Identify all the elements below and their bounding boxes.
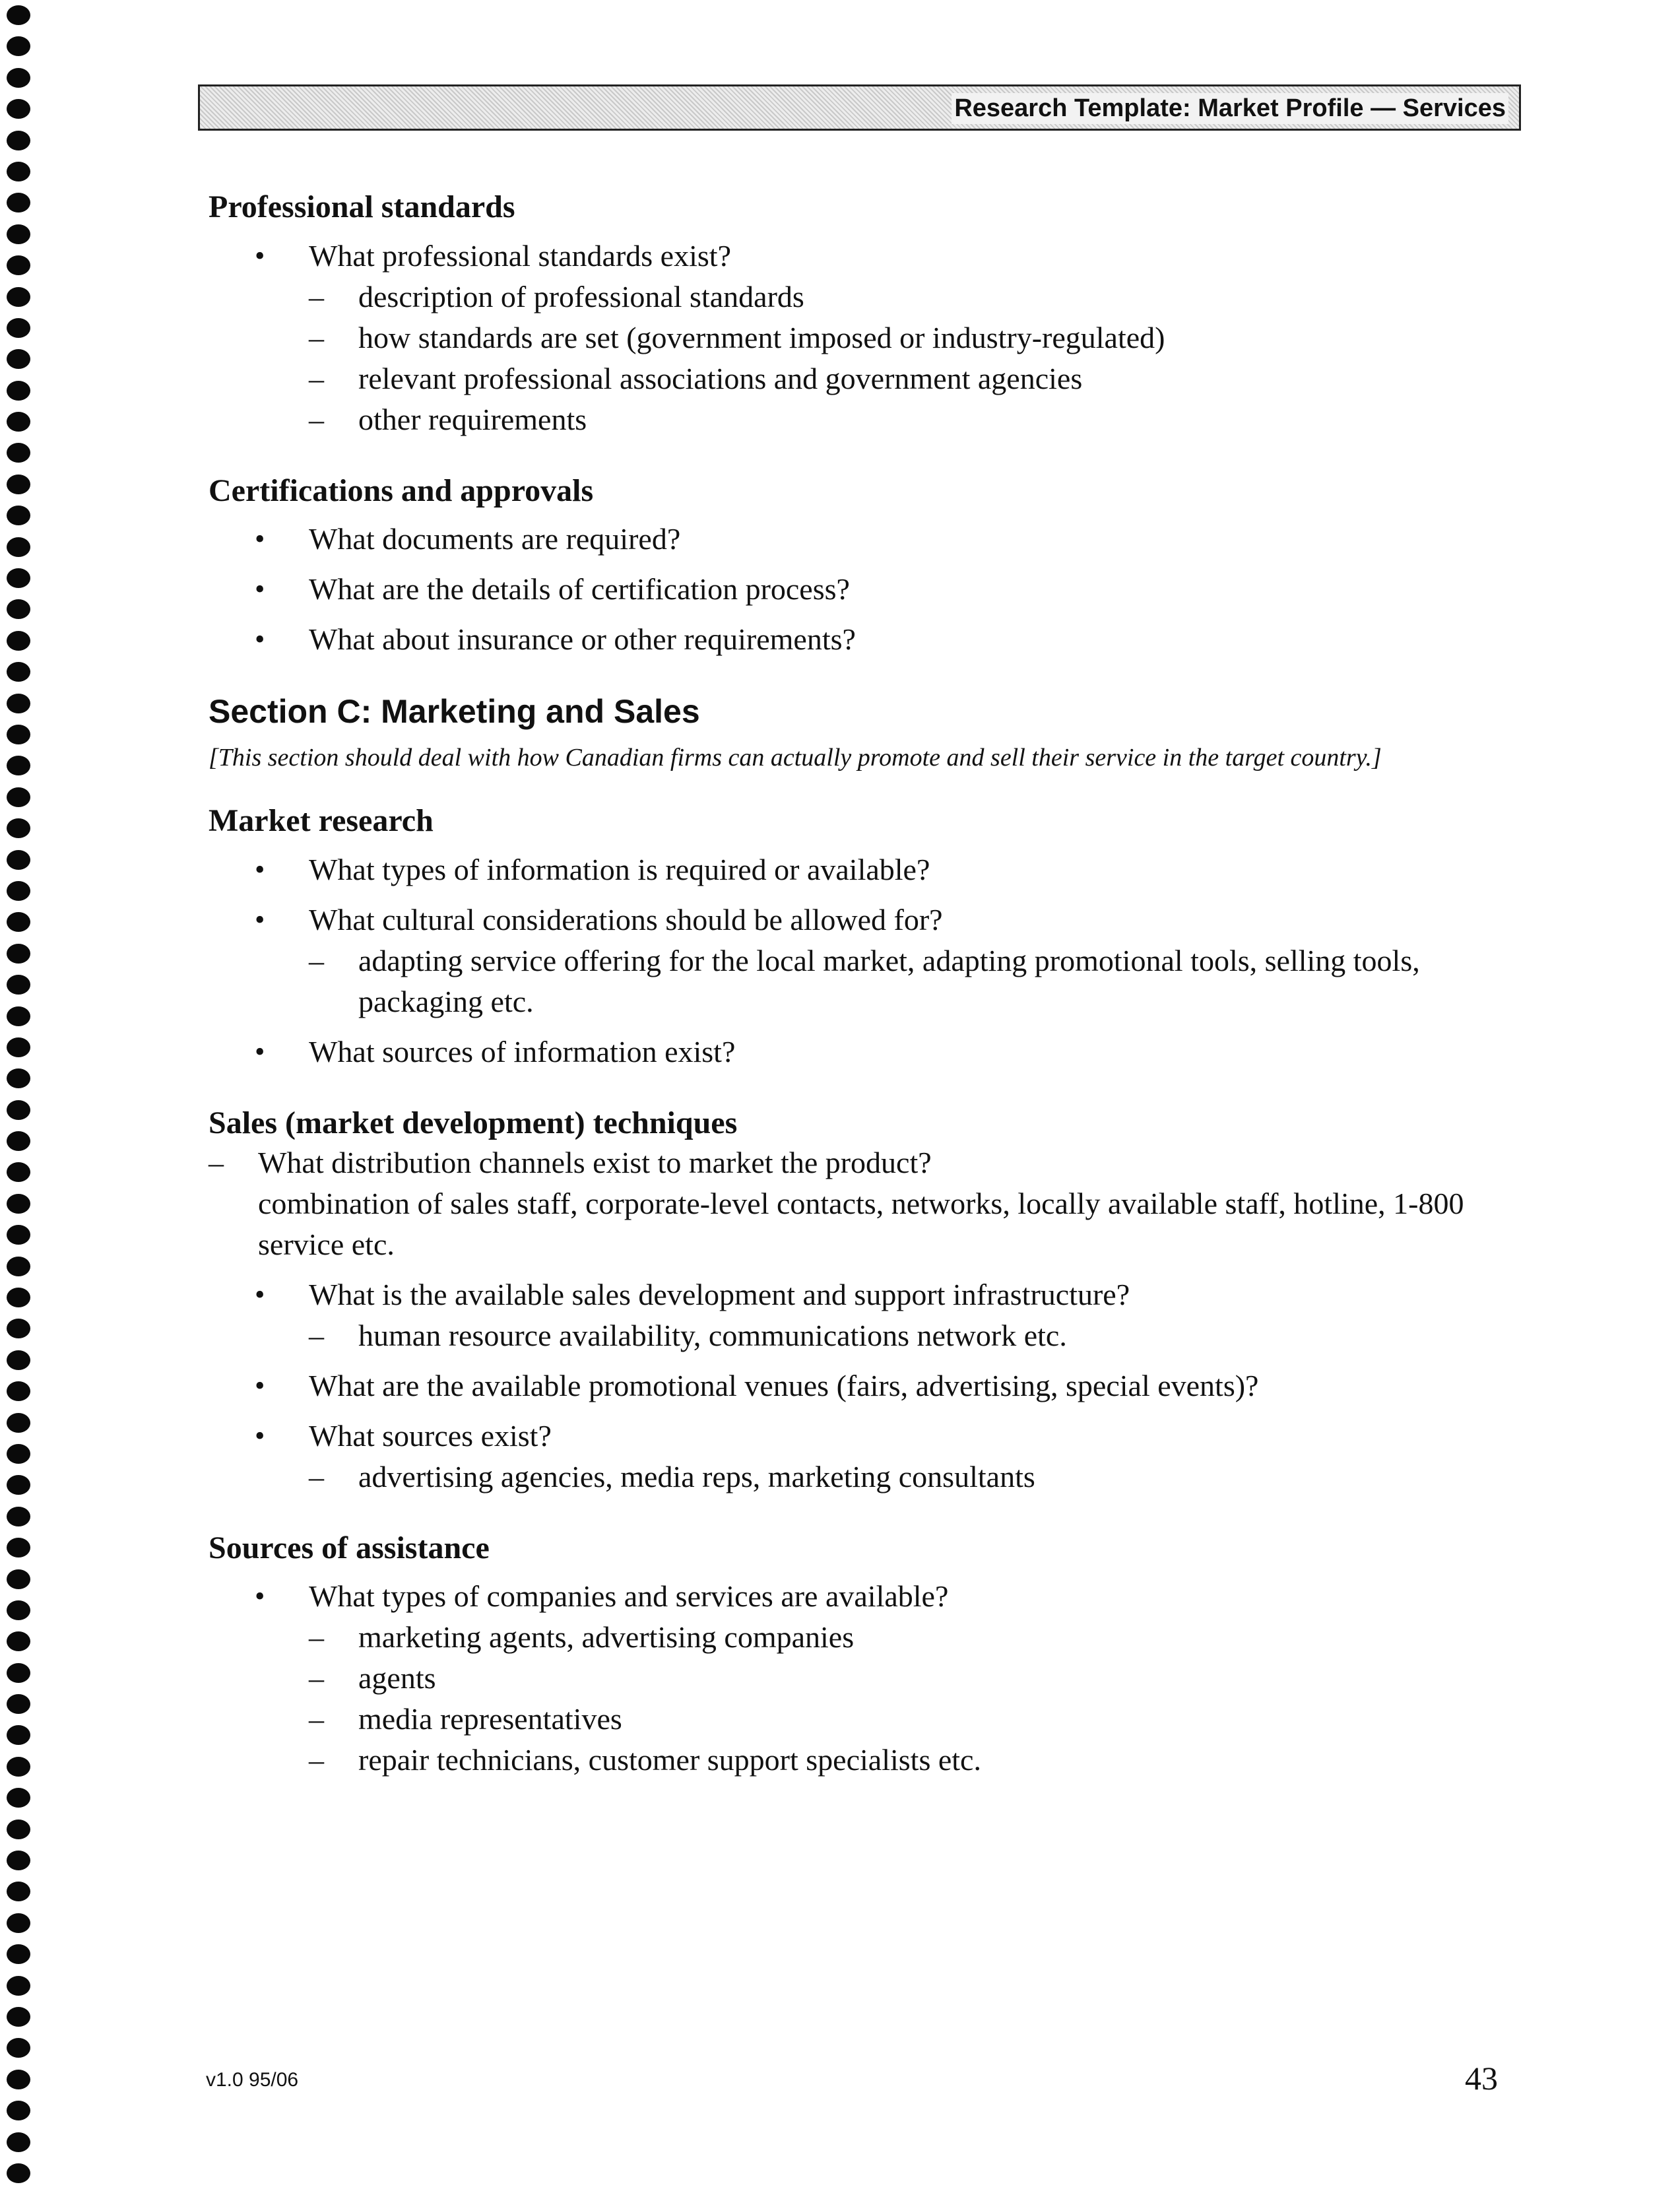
- binding-hole: [7, 2163, 30, 2183]
- binding-hole: [7, 1257, 30, 1276]
- binding-hole: [7, 537, 30, 557]
- binding-hole: [7, 68, 30, 88]
- binding-hole: [7, 381, 30, 401]
- header-bar: [198, 84, 1521, 131]
- binding-hole: [7, 2132, 30, 2152]
- list-item: • What are the details of certification process?: [209, 569, 1502, 610]
- binding-hole: [7, 756, 30, 775]
- list-item: • What professional standards exist? – description of professional standards – how standards are set (government imposed or industry-regulated) – relevant professional associations and government agencies – other requirements: [209, 236, 1502, 440]
- list-item: – advertising agencies, media reps, marketing consultants: [309, 1457, 1502, 1497]
- binding-hole: [7, 818, 30, 838]
- section-sources-of-assistance: [209, 1529, 1502, 1781]
- binding-hole: [7, 99, 30, 119]
- list-item: – how standards are set (government imposed or industry-regulated): [309, 317, 1502, 358]
- binding-hole: [7, 881, 30, 901]
- section-heading: Sales (market development) techniques: [209, 1105, 738, 1140]
- list-item: • What sources exist? – advertising agencies, media reps, marketing consultants: [209, 1416, 1502, 1497]
- document-body: [209, 188, 1502, 1812]
- dash-list: [309, 277, 1502, 440]
- binding-hole: [7, 1413, 30, 1433]
- dash-list: [209, 1142, 1502, 1265]
- binding-hole: [7, 2038, 30, 2058]
- binding-hole: [7, 1663, 30, 1683]
- binding-hole: [7, 1194, 30, 1214]
- list-item: • What are the available promotional venues (fairs, advertising, special events)?: [209, 1365, 1502, 1406]
- bullet-list: [209, 1576, 1502, 1781]
- dash-list: [309, 940, 1502, 1022]
- binding-hole: [7, 131, 30, 150]
- dash-list: [309, 1617, 1502, 1781]
- list-item: – agents: [309, 1658, 1502, 1699]
- bullet-list: [209, 1274, 1502, 1497]
- binding-hole: [7, 787, 30, 807]
- binding-hole: [7, 1381, 30, 1401]
- binding-hole: [7, 1319, 30, 1338]
- binding-hole: [7, 599, 30, 619]
- binding-hole: [7, 1694, 30, 1714]
- list-item: – description of professional standards: [309, 277, 1502, 317]
- binding-hole: [7, 1882, 30, 1901]
- binding-hole: [7, 850, 30, 870]
- binding-hole: [7, 412, 30, 432]
- binding-hole: [7, 2070, 30, 2089]
- binding-hole: [7, 944, 30, 964]
- binding-hole: [7, 1851, 30, 1870]
- binding-hole: [7, 1131, 30, 1151]
- binding-hole: [7, 475, 30, 494]
- binding-hole: [7, 36, 30, 56]
- binding-hole: [7, 1788, 30, 1808]
- binding-hole: [7, 1820, 30, 1839]
- section-professional-standards: [209, 188, 1502, 440]
- section-c: [209, 692, 1502, 775]
- binding-hole: [7, 1225, 30, 1245]
- binding-hole: [7, 1569, 30, 1589]
- binding-hole: [7, 193, 30, 213]
- section-heading: Certifications and approvals: [209, 473, 594, 508]
- binding-hole: [7, 1913, 30, 1933]
- binding-hole: [7, 1162, 30, 1182]
- binding-hole: [7, 1288, 30, 1307]
- binding-hole: [7, 255, 30, 275]
- binding-hole: [7, 443, 30, 463]
- binding-hole: [7, 694, 30, 713]
- binding-hole: [7, 725, 30, 744]
- section-heading: Market research: [209, 803, 434, 839]
- list-item: • What sources of information exist?: [209, 1032, 1502, 1072]
- binding-hole: [7, 1538, 30, 1558]
- list-item: – other requirements: [309, 399, 1502, 440]
- section-market-research: [209, 802, 1502, 1072]
- list-item: • What types of information is required or available?: [209, 849, 1502, 890]
- bullet-list: [209, 849, 1502, 1072]
- binding-hole: [7, 1944, 30, 1964]
- binding-hole: [7, 1976, 30, 1996]
- binding-hole: [7, 1600, 30, 1620]
- section-c-heading: Section C: Marketing and Sales: [209, 693, 700, 731]
- dash-list: [309, 1457, 1502, 1497]
- binding-hole: [7, 1725, 30, 1745]
- binding-hole: [7, 1100, 30, 1120]
- binding-hole: [7, 662, 30, 682]
- list-item: – marketing agents, advertising companies: [309, 1617, 1502, 1658]
- binding-hole: [7, 1037, 30, 1057]
- list-item: – media representatives: [309, 1699, 1502, 1740]
- list-item: – adapting service offering for the local market, adapting promotional tools, selling tools, packaging etc.: [309, 940, 1502, 1022]
- binding-hole: [7, 1350, 30, 1370]
- binding-hole: [7, 1631, 30, 1651]
- bullet-list: [209, 236, 1502, 440]
- list-item: • What is the available sales development and support infrastructure? – human resource availability, communications network etc.: [209, 1274, 1502, 1356]
- binding-hole: [7, 1757, 30, 1777]
- binding-hole: [7, 1068, 30, 1088]
- binding-hole: [7, 287, 30, 307]
- section-c-note: [This section should deal with how Canadian firms can actually promote and sell their service in the target country.]: [209, 744, 1382, 772]
- binding-hole: [7, 631, 30, 651]
- binding-hole: [7, 1006, 30, 1026]
- binding-hole: [7, 2007, 30, 2027]
- section-certifications: [209, 472, 1502, 661]
- list-item: – What distribution channels exist to market the product? combination of sales staff, corporate-level contacts, networks, locally available staff, hotline, 1-800 service etc.: [209, 1142, 1502, 1265]
- binding-hole: [7, 975, 30, 995]
- list-item: – relevant professional associations and government agencies: [309, 358, 1502, 399]
- dash-list: [309, 1315, 1502, 1356]
- binding-hole: [7, 224, 30, 244]
- section-sales-techniques: [209, 1104, 1502, 1497]
- binding-hole: [7, 1507, 30, 1526]
- bullet-list: [209, 519, 1502, 660]
- binding-hole: [7, 2101, 30, 2120]
- section-heading: Professional standards: [209, 189, 515, 224]
- binding-hole: [7, 318, 30, 338]
- binding-hole: [7, 349, 30, 369]
- list-item: • What documents are required?: [209, 519, 1502, 560]
- list-item: • What types of companies and services are available? – marketing agents, advertising companies – agents – media representatives – repair technicians, customer support specialists etc.: [209, 1576, 1502, 1781]
- binding-holes: [7, 5, 33, 2183]
- binding-hole: [7, 1475, 30, 1495]
- list-item: – repair technicians, customer support specialists etc.: [309, 1740, 1502, 1781]
- section-heading: Sources of assistance: [209, 1530, 490, 1565]
- binding-hole: [7, 5, 30, 25]
- binding-hole: [7, 912, 30, 932]
- binding-hole: [7, 568, 30, 588]
- page-number: 43: [1465, 2060, 1498, 2097]
- binding-hole: [7, 162, 30, 181]
- list-item: • What about insurance or other requirements?: [209, 619, 1502, 660]
- list-item: • What cultural considerations should be allowed for? – adapting service offering for the local market, adapting promotional tools, selling tools, packaging etc.: [209, 900, 1502, 1022]
- list-item: – human resource availability, communications network etc.: [309, 1315, 1502, 1356]
- binding-hole: [7, 1444, 30, 1464]
- header-title: Research Template: Market Profile — Services: [952, 93, 1508, 124]
- binding-hole: [7, 506, 30, 525]
- footer-version: v1.0 95/06: [206, 2069, 299, 2091]
